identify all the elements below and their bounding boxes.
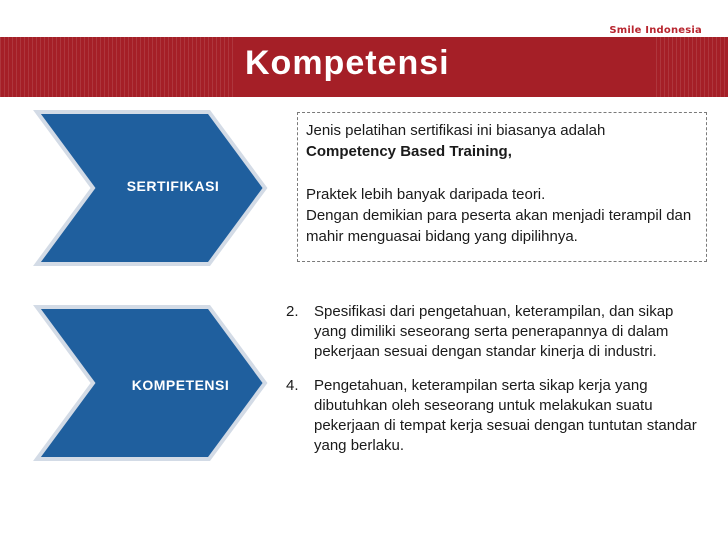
- list-item-text: Spesifikasi dari pengetahuan, keterampilan, dan sikap yang dimiliki seseorang serta penerapannya di dalam pekerjaan sesuai dengan standar kinerja di industri.: [314, 303, 674, 360]
- list-item-number: 4.: [286, 377, 299, 394]
- sertifikasi-description: [306, 120, 696, 247]
- chevron-label-kompetensi: KOMPETENSI: [131, 377, 230, 393]
- kompetensi-list: [286, 302, 706, 470]
- sertifikasi-line1: Jenis pelatihan sertifikasi ini biasanya adalah: [306, 122, 606, 139]
- chevron-label-sertifikasi: SERTIFIKASI: [126, 178, 220, 194]
- list-item-text: Pengetahuan, keterampilan serta sikap kerja yang dibutuhkan oleh seseorang untuk melakukan suatu pekerjaan di tempat kerja sesuai dengan tuntutan standar yang berlaku.: [314, 377, 697, 454]
- list-item: [286, 302, 706, 362]
- sertifikasi-line1-bold: Competency Based Training,: [306, 143, 512, 160]
- slide-title: Kompetensi: [245, 44, 450, 82]
- sertifikasi-para3: Dengan demikian para peserta akan menjadi terampil dan mahir menguasai bidang yang dipilihnya.: [306, 207, 692, 245]
- list-item-number: 2.: [286, 303, 299, 320]
- list-item: [286, 376, 706, 456]
- sertifikasi-para2: Praktek lebih banyak daripada teori.: [306, 186, 546, 203]
- brand-logo-text: Smile Indonesia: [609, 25, 702, 36]
